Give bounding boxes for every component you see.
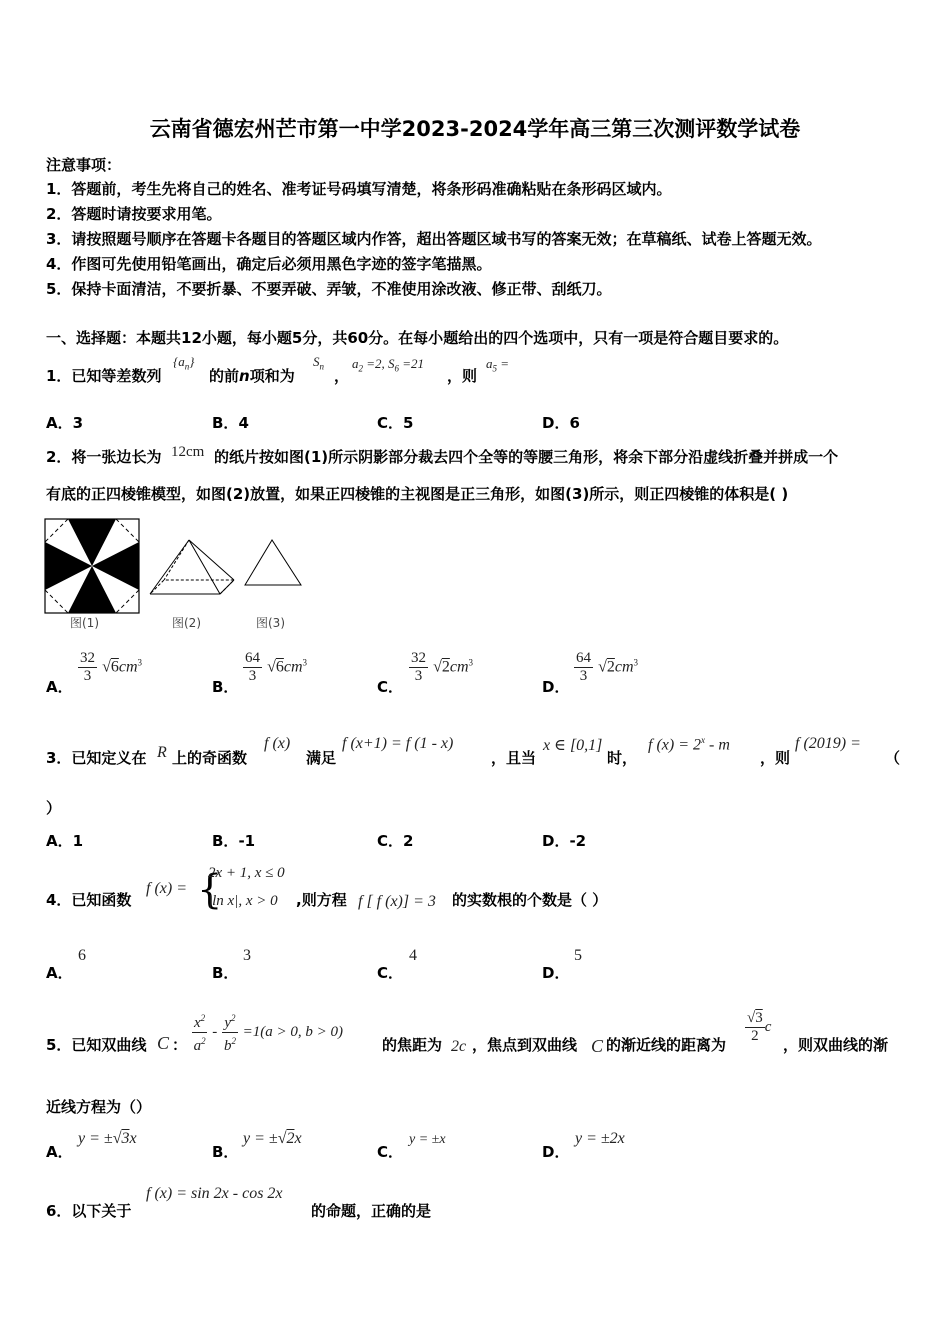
question-5-option-d-label[interactable]: D． bbox=[542, 1143, 570, 1161]
question-5-option-b-label[interactable]: B． bbox=[212, 1143, 239, 1161]
question-5-text-e: ，则双曲线的渐 bbox=[783, 1036, 889, 1054]
question-5-C2: C bbox=[591, 1036, 604, 1056]
question-4-option-d-value[interactable]: 5 bbox=[574, 947, 582, 964]
question-6-function: f (x) = sin 2x - cos 2x bbox=[146, 1185, 283, 1202]
question-2-text-line2: 有底的正四棱锥模型，如图(2)放置，如果正四棱锥的主视图是正三角形，如图(3)所示，则正四棱锥的体积是( ) bbox=[46, 485, 789, 503]
question-5-option-c-value[interactable]: y = ±x bbox=[409, 1132, 446, 1147]
question-1-text-c: ，则 bbox=[447, 367, 478, 385]
question-1-option-a[interactable]: A．3 bbox=[46, 414, 84, 432]
question-1-sum-math: $S_n$ bbox=[313, 354, 324, 372]
question-3-text-c: 满足 bbox=[306, 749, 337, 767]
question-1-text-a: 1．已知等差数列 bbox=[46, 367, 162, 385]
question-3-equation: f (x+1) = f (1 - x) bbox=[342, 735, 454, 752]
figure-3-label: 图(3) bbox=[256, 616, 285, 630]
question-3-option-d[interactable]: D．-2 bbox=[542, 832, 587, 850]
question-2-text-b: 的纸片按如图(1)所示阴影部分裁去四个全等的等腰三角形，将余下部分沿虚线折叠并拼成一个 bbox=[214, 448, 839, 466]
question-3-text-d: ，且当 bbox=[491, 749, 537, 767]
question-2-option-b-label[interactable]: B． bbox=[212, 678, 239, 696]
question-3-option-b[interactable]: B．-1 bbox=[212, 832, 256, 850]
figure-1-label: 图(1) bbox=[70, 616, 99, 630]
figure-2-label: 图(2) bbox=[172, 616, 201, 630]
question-3-option-a[interactable]: A．1 bbox=[46, 832, 84, 850]
question-4-function-name: f (x) = bbox=[146, 880, 187, 897]
question-2-option-a-value[interactable]: $\frac{32}{3}$ $√6cm^3$ bbox=[80, 650, 143, 684]
question-2-option-d-label[interactable]: D． bbox=[542, 678, 570, 696]
question-3-text-e: 时， bbox=[607, 749, 638, 767]
question-1-option-b[interactable]: B．4 bbox=[212, 414, 249, 432]
question-5-text-line2: 近线方程为（） bbox=[46, 1098, 152, 1116]
question-1-seq-math: $\{a_n\}$ bbox=[173, 354, 195, 372]
question-1-text-b: 的前n项和为 bbox=[209, 367, 295, 385]
question-4-case-2: |ln x|, x > 0 bbox=[208, 893, 278, 909]
question-4-option-b-label[interactable]: B． bbox=[212, 964, 239, 982]
question-3-option-c[interactable]: C．2 bbox=[377, 832, 414, 850]
question-3-text-a: 3．已知定义在 bbox=[46, 749, 147, 767]
question-1-option-d[interactable]: D．6 bbox=[542, 414, 580, 432]
figure-3-triangle bbox=[245, 540, 301, 585]
question-5-option-c-label[interactable]: C． bbox=[377, 1143, 404, 1161]
figure-2-pyramid bbox=[150, 540, 234, 594]
question-5-C: C bbox=[157, 1033, 170, 1053]
question-2-option-b-value[interactable]: $\frac{64}{3}$ $√6cm^3$ bbox=[245, 650, 308, 684]
question-3-interval: x ∈ [0,1] bbox=[543, 737, 603, 754]
question-5-option-d-value[interactable]: y = ±2x bbox=[575, 1130, 625, 1147]
page-title: 云南省德宏州芒市第一中学2023-2024学年高三第三次测评数学试卷 bbox=[149, 117, 801, 141]
question-4-option-b-value[interactable]: 3 bbox=[243, 947, 251, 964]
question-2-option-c-value[interactable]: $\frac{32}{3}$ $√2cm^3$ bbox=[411, 650, 474, 684]
question-5-option-a-label[interactable]: A． bbox=[46, 1143, 73, 1161]
question-4-equation: f [ f (x)] = 3 bbox=[358, 893, 436, 910]
question-4-case-1: 2x + 1, x ≤ 0 bbox=[208, 865, 285, 881]
question-5-option-a-value[interactable]: y = ±√3x bbox=[78, 1130, 137, 1147]
question-4-text-b: ,则方程 bbox=[296, 891, 347, 909]
question-1-ask-math: $a_5$ = bbox=[486, 356, 510, 374]
question-5-text-a: 5．已知双曲线 bbox=[46, 1036, 147, 1054]
question-6-text-b: 的命题，正确的是 bbox=[311, 1202, 432, 1220]
question-6-text-a: 6．以下关于 bbox=[46, 1202, 132, 1220]
question-4-option-a-label[interactable]: A． bbox=[46, 964, 73, 982]
question-4-option-c-value[interactable]: 4 bbox=[409, 947, 417, 964]
question-1-comma: ， bbox=[334, 367, 350, 385]
question-5-text-d: 的渐近线的距离为 bbox=[606, 1036, 727, 1054]
question-2-option-a-label[interactable]: A． bbox=[46, 678, 73, 696]
question-3-definition: f $(x) = 2^x - m$ bbox=[648, 735, 730, 754]
question-5-option-b-value[interactable]: y = ±√2x bbox=[243, 1130, 302, 1147]
question-3-R: R bbox=[157, 744, 167, 761]
section-heading: 一、选择题：本题共12小题，每小题5分，共60分。在每小题给出的四个选项中，只有一项是符合题目要求的。 bbox=[46, 329, 789, 347]
question-5-distance: $\frac{√3}{2}$ c bbox=[747, 1010, 772, 1044]
question-3-f: f (x) bbox=[264, 735, 291, 752]
question-1-option-c[interactable]: C．5 bbox=[377, 414, 414, 432]
question-5-text-c: ，焦点到双曲线 bbox=[472, 1036, 578, 1054]
question-4-option-d-label[interactable]: D． bbox=[542, 964, 570, 982]
question-2-length-math: 12cm bbox=[171, 444, 205, 460]
question-3-paren-close: ） bbox=[46, 799, 62, 817]
figure-1-square bbox=[45, 519, 139, 613]
notice-item-5: 5．保持卡面清洁，不要折暴、不要弄破、弄皱，不准使用涂改液、修正带、刮纸刀。 bbox=[46, 280, 612, 298]
question-5-2c: 2c bbox=[451, 1038, 467, 1055]
question-5-text-b: 的焦距为 bbox=[382, 1036, 443, 1054]
question-4-brace: { bbox=[197, 867, 223, 913]
question-4-text-a: 4．已知函数 bbox=[46, 891, 132, 909]
question-3-text-f: ，则 bbox=[760, 749, 791, 767]
question-3-paren-open: （ bbox=[885, 749, 901, 767]
question-5-hyperbola-equation: $\frac{x^2}{a^2}$ - $\frac{y^2}{b^2}$ =1(a > 0, b > 0) bbox=[192, 1010, 343, 1055]
notice-item-4: 4．作图可先使用铅笔画出，确定后必须用黑色字迹的签字笔描黑。 bbox=[46, 255, 492, 273]
notice-heading: 注意事项： bbox=[46, 156, 122, 174]
question-3-text-b: 上的奇函数 bbox=[172, 749, 248, 767]
notice-item-3: 3．请按照题号顺序在答题卡各题目的答题区域内作答，超出答题区域书写的答案无效；在草稿纸、试卷上答题无效。 bbox=[46, 230, 822, 248]
question-2-option-c-label[interactable]: C． bbox=[377, 678, 404, 696]
question-5-colon: ： bbox=[172, 1036, 188, 1054]
question-4-text-c: 的实数根的个数是（ ） bbox=[452, 891, 608, 909]
question-2-text-a: 2．将一张边长为 bbox=[46, 448, 162, 466]
question-4-option-c-label[interactable]: C． bbox=[377, 964, 404, 982]
notice-item-1: 1．答题前，考生先将自己的姓名、准考证号码填写清楚，将条形码准确粘贴在条形码区域内。 bbox=[46, 180, 672, 198]
question-2-figures bbox=[44, 518, 314, 618]
question-3-ask: f (2019) = bbox=[795, 735, 861, 752]
notice-item-2: 2．答题时请按要求用笔。 bbox=[46, 205, 222, 223]
question-4-option-a-value[interactable]: 6 bbox=[78, 947, 86, 964]
question-1-condition-math: $a_2 =2$, $S_6 =21$ bbox=[352, 356, 425, 374]
question-2-option-d-value[interactable]: $\frac{64}{3}$ $√2cm^3$ bbox=[576, 650, 639, 684]
